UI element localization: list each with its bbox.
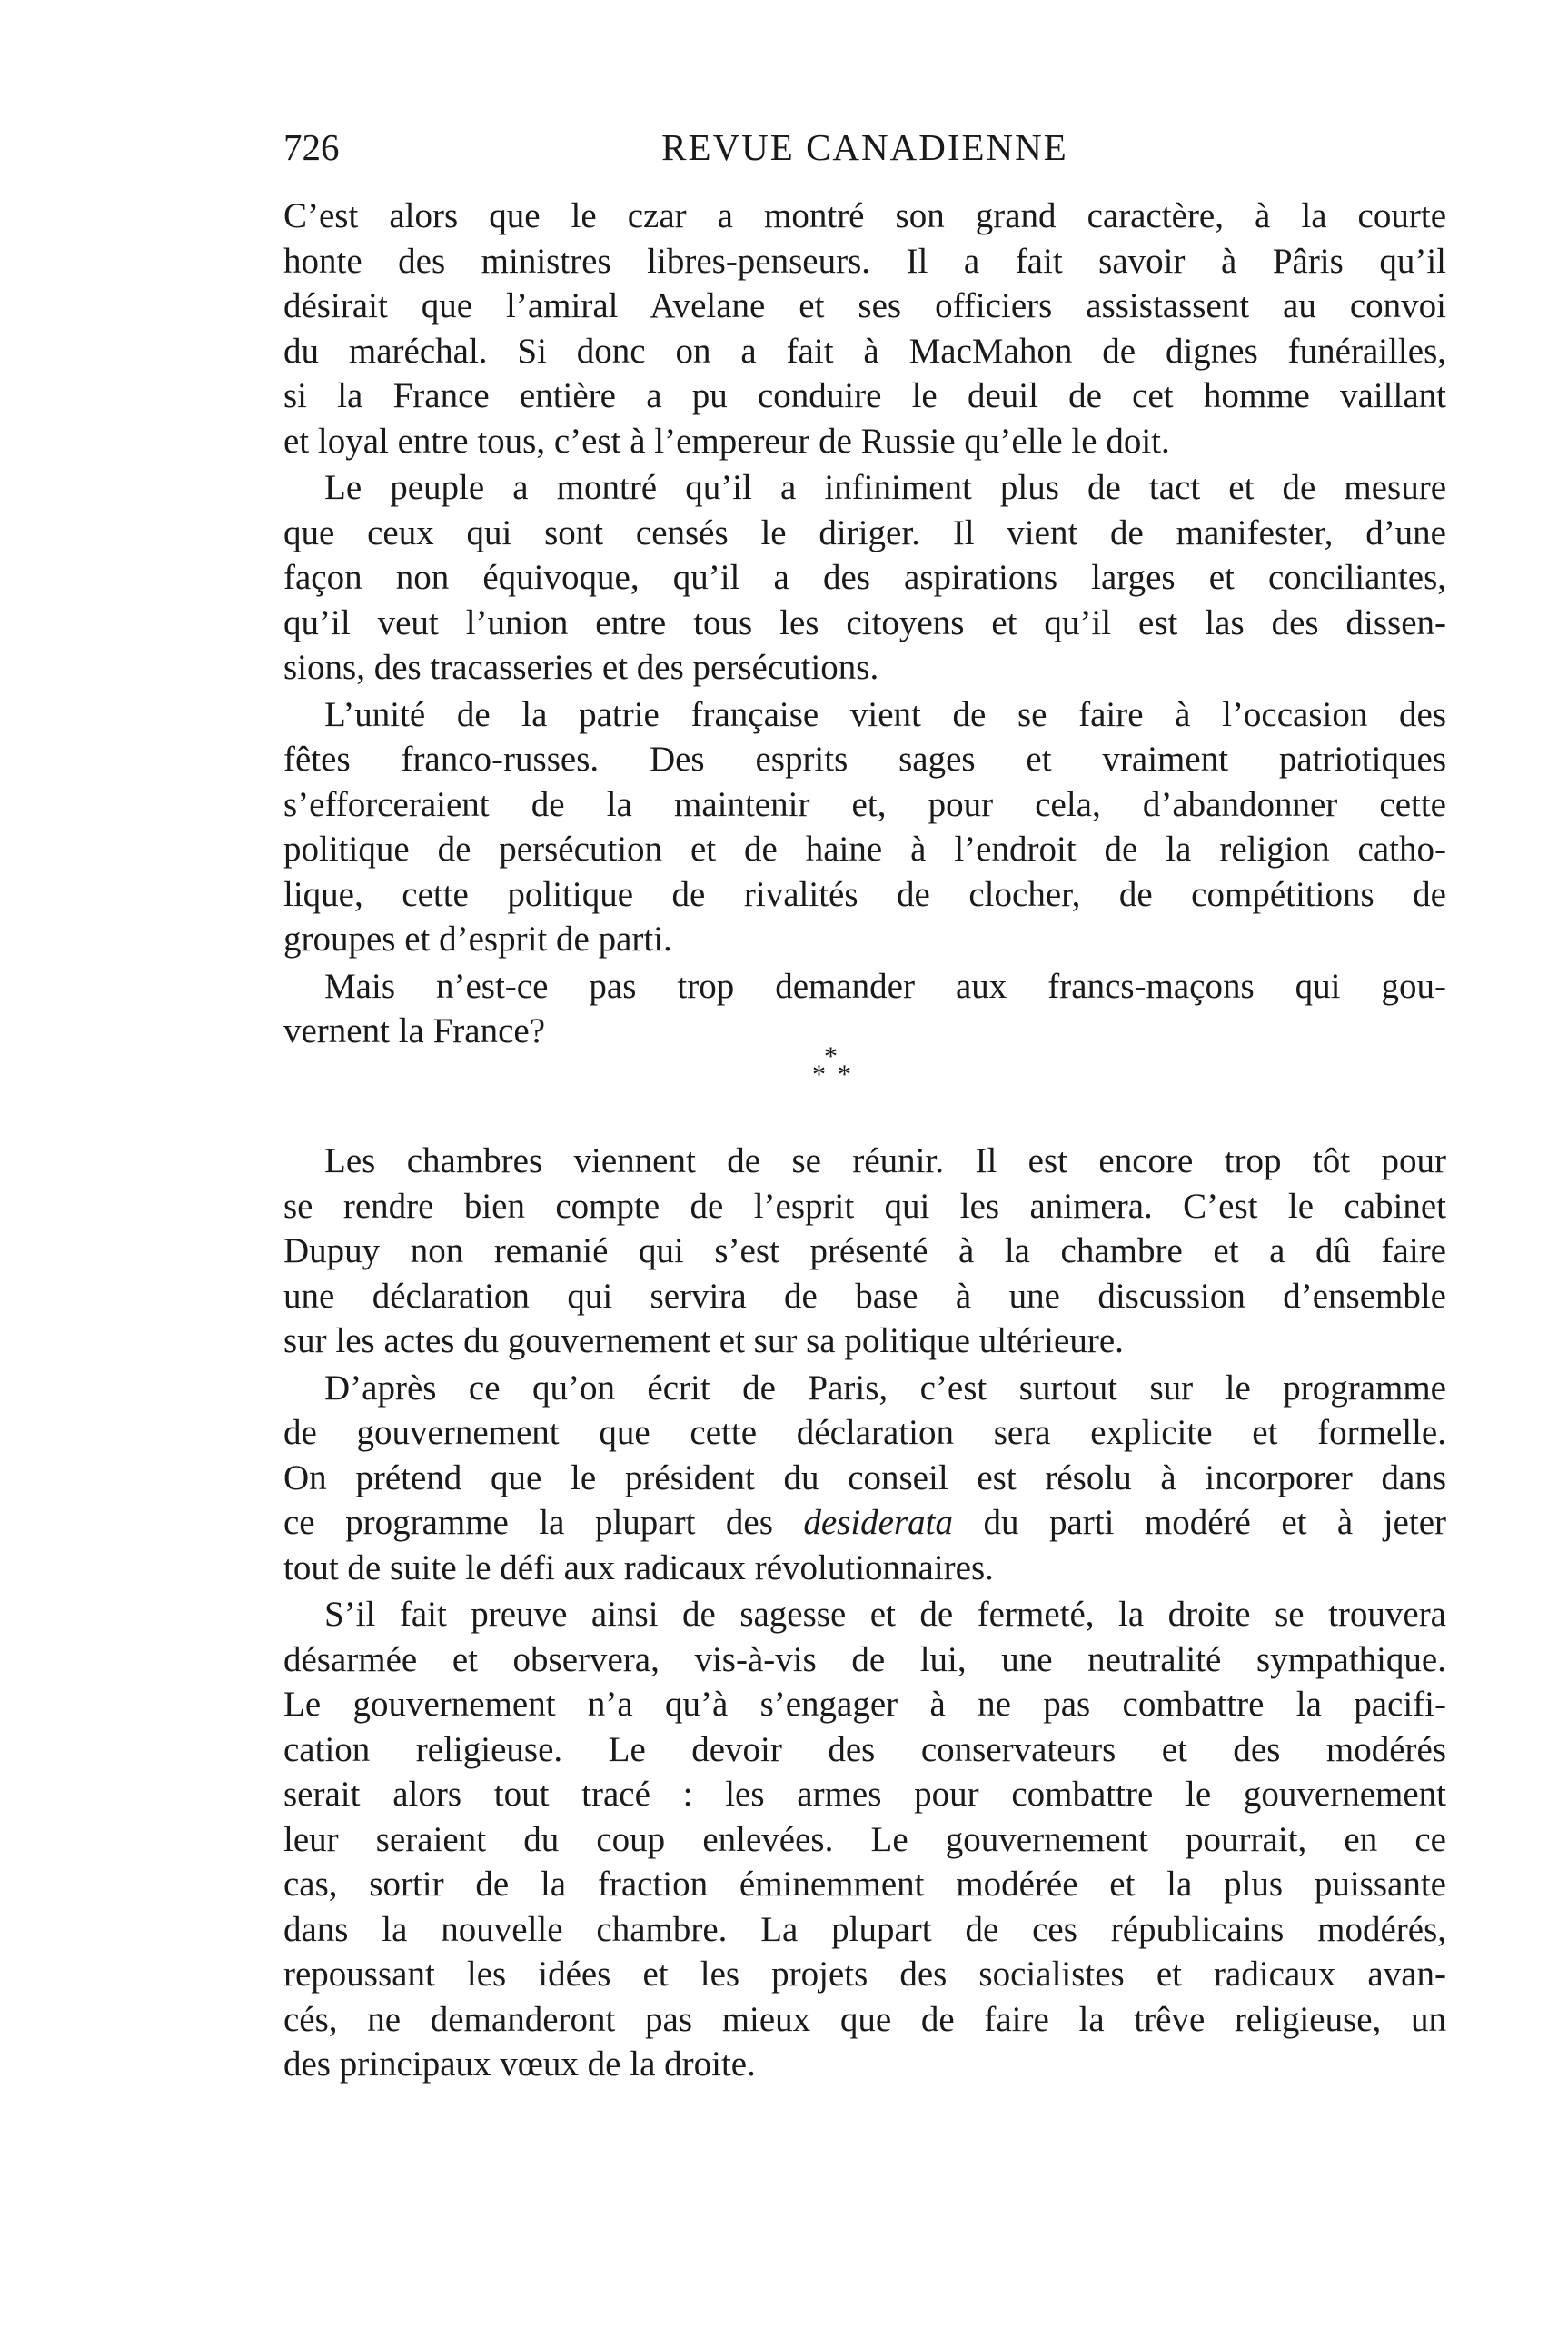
text-line: C’est alors que le czar a montré son grand caractère, à la courte	[283, 196, 1446, 235]
text-line: leur seraient du coup enlevées. Le gouvernement pourrait, en ce	[283, 1819, 1446, 1859]
text-line: Les chambres viennent de se réunir. Il est encore trop tôt pour	[324, 1141, 1446, 1180]
text-line: groupes et d’esprit de parti.	[283, 920, 672, 959]
text-line: L’unité de la patrie française vient de se faire à l’occasion des	[324, 694, 1446, 734]
text-line: fêtes franco-russes. Des esprits sages et vraiment patriotiques	[283, 740, 1446, 779]
text-line: tout de suite le défi aux radicaux révolutionnaires.	[283, 1547, 994, 1587]
text-line: repoussant les idées et les projets des socialistes et radicaux avan-	[283, 1955, 1446, 1994]
paragraph	[283, 194, 1446, 463]
paragraph	[283, 1139, 1446, 1364]
asterisk-glyph: *	[824, 1041, 838, 1071]
paragraph	[283, 692, 1446, 962]
text-line: de gouvernement que cette déclaration sera explicite et formelle.	[283, 1413, 1446, 1452]
text-line: cas, sortir de la fraction éminemment modérée et la plus puissante	[283, 1865, 1446, 1904]
text-line: s’efforceraient de la maintenir et, pour cela, d’abandonner cette	[283, 784, 1446, 824]
text-line: cation religieuse. Le devoir des conservateurs et des modérés	[283, 1729, 1446, 1769]
asterism-separator	[799, 1043, 872, 1098]
text-line: serait alors tout tracé : les armes pour combattre le gouvernement	[283, 1775, 1446, 1814]
text-line: désarmée et observera, vis-à-vis de lui, une neutralité sympathique.	[283, 1639, 1446, 1679]
text-line: façon non équivoque, qu’il a des aspirations larges et conciliantes,	[283, 558, 1446, 597]
page-header	[283, 120, 1446, 174]
text-line-with-italic	[283, 1500, 1446, 1546]
text-line: Le peuple a montré qu’il a infiniment plus de tact et de mesure	[324, 468, 1446, 507]
text-line: On prétend que le président du conseil est résolu à incorporer dans	[283, 1458, 1446, 1497]
paragraph	[283, 964, 1446, 1054]
text-fragment: ce programme la plupart des	[283, 1503, 804, 1542]
paragraph	[283, 1592, 1446, 2087]
page-number: 726	[283, 126, 340, 168]
running-title: REVUE CANADIENNE	[661, 126, 1068, 168]
text-line: sur les actes du gouvernement et sur sa politique ultérieure.	[283, 1321, 1124, 1360]
text-line: S’il fait preuve ainsi de sagesse et de fermeté, la droite se trouvera	[324, 1595, 1446, 1634]
text-fragment: du parti modéré et à jeter	[953, 1503, 1446, 1542]
text-line: D’après ce qu’on écrit de Paris, c’est surtout sur le programme	[324, 1368, 1446, 1408]
italic-term: desiderata	[803, 1503, 954, 1542]
text-line: cés, ne demanderont pas mieux que de faire la trêve religieuse, un	[283, 1999, 1446, 2039]
text-line: Mais n’est-ce pas trop demander aux francs-maçons qui gou-	[324, 966, 1446, 1006]
text-line: si la France entière a pu conduire le deuil de cet homme vaillant	[283, 376, 1446, 415]
text-line: Le gouvernement n’a qu’à s’engager à ne pas combattre la pacifi-	[283, 1685, 1446, 1724]
text-line: se rendre bien compte de l’esprit qui les animera. C’est le cabinet	[283, 1186, 1446, 1226]
section-1-text	[283, 194, 1446, 1056]
text-line: du maréchal. Si donc on a fait à MacMahon de dignes funérailles,	[283, 331, 1446, 371]
text-line: et loyal entre tous, c’est à l’empereur de Russie qu’elle le doit.	[283, 421, 1170, 461]
text-line: des principaux vœux de la droite.	[283, 2045, 756, 2084]
text-line: sions, des tracasseries et des persécutions.	[283, 648, 879, 687]
text-line: dans la nouvelle chambre. La plupart de ces républicains modérés,	[283, 1909, 1446, 1949]
asterisk-glyph: *	[838, 1060, 851, 1089]
asterisk-glyph: *	[812, 1060, 826, 1089]
text-line: lique, cette politique de rivalités de clocher, de compétitions de	[283, 874, 1446, 914]
section-2-text	[283, 1139, 1446, 2089]
text-line: politique de persécution et de haine à l’endroit de la religion catho-	[283, 830, 1446, 869]
text-line: une déclaration qui servira de base à une discussion d’ensemble	[283, 1276, 1446, 1316]
text-line: que ceux qui sont censés le diriger. Il vient de manifester, d’une	[283, 512, 1446, 552]
text-line: qu’il veut l’union entre tous les citoyens et qu’il est las des dissen-	[283, 602, 1446, 642]
text-line: honte des ministres libres-penseurs. Il a fait savoir à Pâris qu’il	[283, 241, 1446, 281]
paragraph	[283, 1366, 1446, 1591]
text-line: Dupuy non remanié qui s’est présenté à la chambre et a dû faire	[283, 1231, 1446, 1270]
text-line: vernent la France?	[283, 1011, 546, 1050]
text-line: désirait que l’amiral Avelane et ses officiers assistassent au convoi	[283, 286, 1446, 325]
paragraph	[283, 465, 1446, 691]
